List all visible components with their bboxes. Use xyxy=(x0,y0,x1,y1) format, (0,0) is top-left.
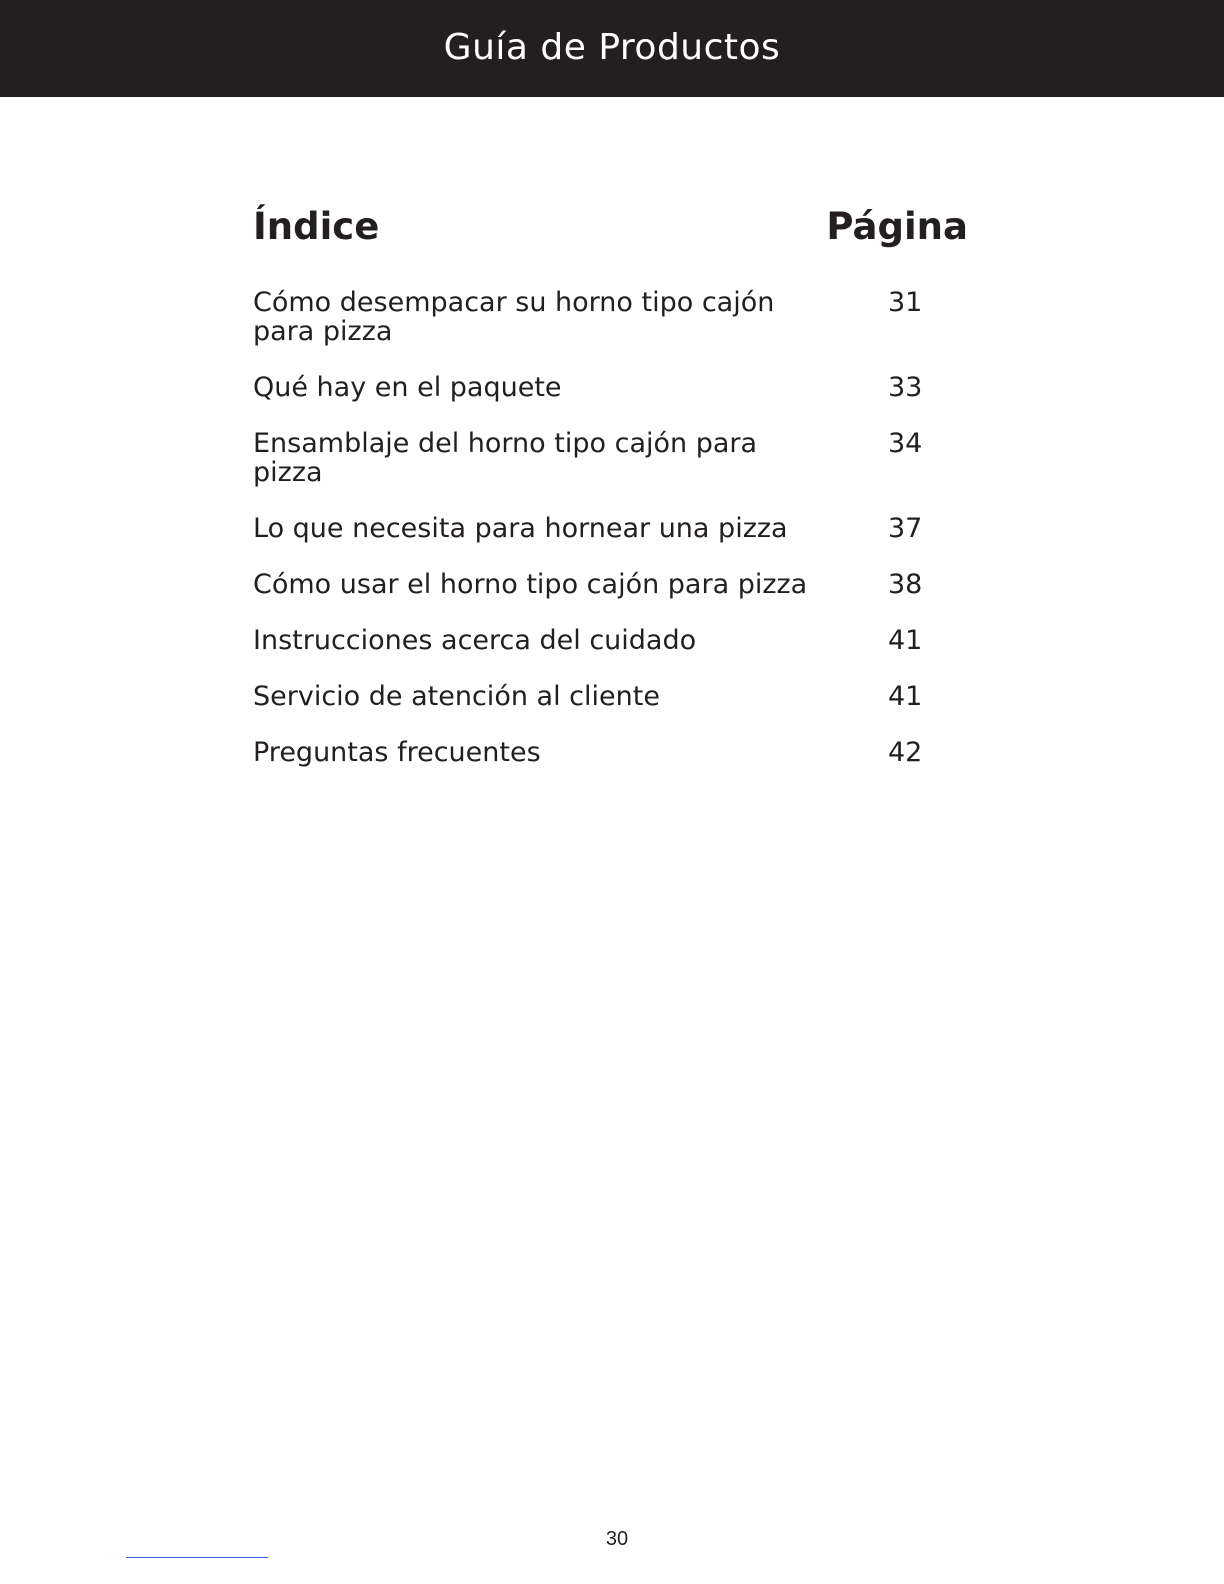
toc-entry[interactable] xyxy=(253,682,973,711)
toc-heading-page: Página xyxy=(826,205,968,248)
table-of-contents xyxy=(253,205,973,768)
toc-entry[interactable] xyxy=(253,373,973,402)
toc-entry-title xyxy=(253,288,833,346)
toc-entry-page: 34 xyxy=(888,428,923,459)
toc-list xyxy=(253,288,973,794)
toc-entry-page: 41 xyxy=(888,625,923,656)
header-title: Guía de Productos xyxy=(443,27,781,68)
toc-entry-title-line: Cómo desempacar su horno tipo cajón xyxy=(253,287,775,318)
toc-entry-title: Lo que necesita para hornear una pizza xyxy=(253,513,788,544)
toc-entry-title: Ensamblaje del horno tipo cajón para pizza xyxy=(253,428,758,488)
toc-entry-page: 31 xyxy=(888,287,923,318)
toc-entry-title: Servicio de atención al cliente xyxy=(253,681,660,712)
toc-entry[interactable] xyxy=(253,429,973,487)
toc-entry-page: 37 xyxy=(888,513,923,544)
page-number: 30 xyxy=(605,1528,629,1550)
toc-entry-title: Cómo usar el horno tipo cajón para pizza xyxy=(253,569,808,600)
toc-entry[interactable] xyxy=(253,738,973,767)
toc-heading-row xyxy=(253,205,973,255)
toc-entry[interactable] xyxy=(253,626,973,655)
toc-entry-page: 42 xyxy=(888,737,923,768)
toc-entry-page: 33 xyxy=(888,372,923,403)
toc-entry-page: 38 xyxy=(888,569,923,600)
toc-entry-title: Qué hay en el paquete xyxy=(253,372,562,403)
toc-entry[interactable] xyxy=(253,570,973,599)
toc-entry-title: Preguntas frecuentes xyxy=(253,737,541,768)
toc-entry[interactable] xyxy=(253,514,973,543)
toc-entry-title: Instrucciones acerca del cuidado xyxy=(253,625,697,656)
toc-entry-page: 41 xyxy=(888,681,923,712)
toc-entry-title-line: para pizza xyxy=(253,316,393,347)
toc-heading-index: Índice xyxy=(253,205,380,248)
toc-entry[interactable] xyxy=(253,288,973,346)
header-bar xyxy=(0,0,1224,97)
footnote-divider xyxy=(126,1557,268,1558)
